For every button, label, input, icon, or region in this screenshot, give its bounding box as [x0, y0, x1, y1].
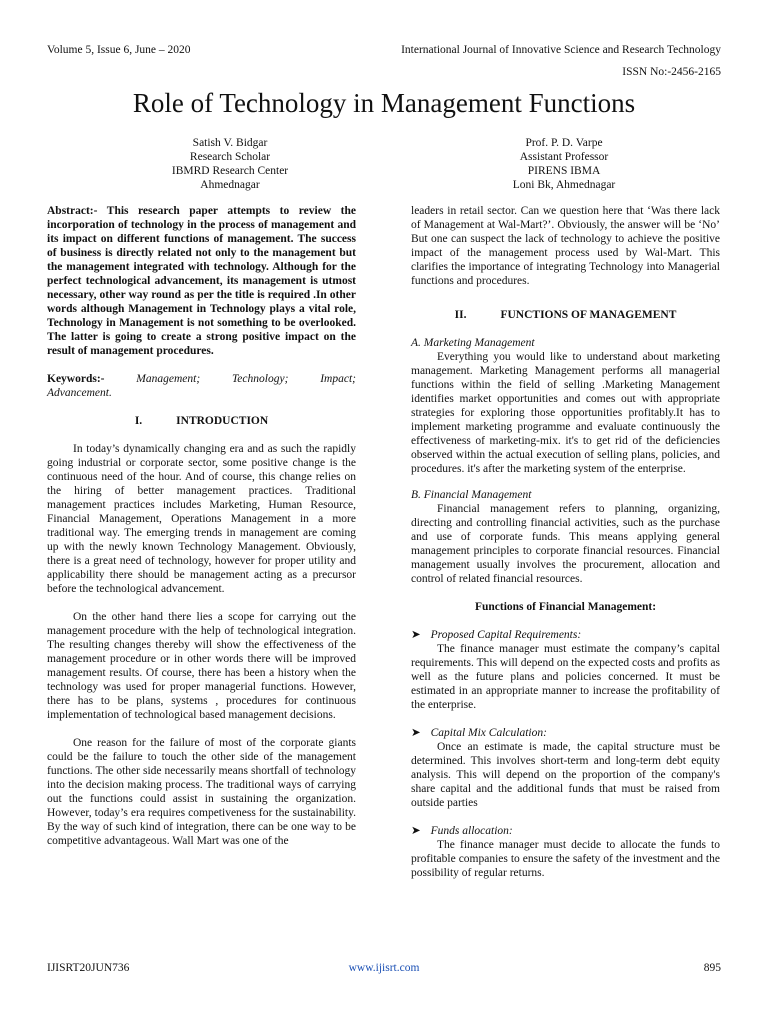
keyword: Impact; — [320, 373, 356, 385]
section-number: II. — [454, 309, 467, 321]
abstract-text: This research paper attempts to review the incorporation of technology in the process of management and its impact on different functions of management. The success of business is directly related not only to the management but the management integrated with technology. Although for the perfect technological advancement, its management is utmost necessary, other way round as per the title is required .In other words although Management in Technology plays a vital role, Technology in Management is not something to be overlooked. The latter is going to create a strong positive impact on the result of management procedures. — [47, 205, 356, 357]
keyword: Technology; — [231, 373, 289, 385]
section-heading-introduction — [47, 414, 356, 428]
author-org: PIRENS IBMA — [527, 165, 601, 177]
abstract-label: Abstract:- — [47, 205, 98, 217]
bullet-text: The finance manager must decide to allocate the funds to profitable companies to ensure the safety of the investment and the possibility of regular returns. — [411, 839, 720, 879]
left-column — [47, 204, 356, 848]
paper-title: Role of Technology in Management Functions — [132, 88, 636, 118]
section-number: I. — [134, 415, 143, 427]
intro-paragraph-3: One reason for the failure of most of the corporate giants could be the failure to touch the other side of the management functions. The other side necessarily means shortfall of technology into the decision making process. The traditional ways of carrying out the functions could assist in sustaining the organization. However, today’s era requires competiveness for the sustainability. By the way of such kind of integration, there can be one way to be competitive advantageous. Wall Mart was one of the — [47, 737, 356, 847]
author-name: Satish V. Bidgar — [192, 137, 268, 149]
bullet-title: Funds allocation: — [430, 825, 513, 837]
page-number: 895 — [703, 962, 721, 974]
keyword-last: Advancement. — [47, 387, 112, 399]
keyword: Management; — [136, 373, 201, 385]
arrow-bullet-icon: ➤ — [411, 727, 421, 739]
author-role: Research Scholar — [189, 151, 271, 163]
author-role: Assistant Professor — [519, 151, 609, 163]
volume-info: Volume 5, Issue 6, June – 2020 — [47, 44, 191, 56]
intro-paragraph-1: In today’s dynamically changing era and as such the rapidly going industrial or corporate sector, some positive change is the continuous need of the hour. And of course, this change relies on the hiring of better management practices. Traditional management practices includes Marketing, Human Resource, Financial Management, Operations Management in a more traditional way. The emerging trends in management are coming up with the newly known Technology Management. Obviously, there is a great need of technology, however for proper utility and applicability there should be management acting as a precursor before the technological advancement. — [47, 443, 356, 595]
bullet-text: The finance manager must estimate the company’s capital requirements. This will depend on the expected costs and profits as well as the future plans and policies concerned. It must be estimated in an appropriate manner to increase the profitability of the enterprise. — [411, 643, 720, 711]
paper-code: IJISRT20JUN736 — [47, 962, 130, 974]
subsection-financial: B. Financial Management — [411, 489, 532, 501]
author-block-2 — [444, 136, 684, 192]
bullet-text: Once an estimate is made, the capital structure must be determined. This involves short-term and long-term debt equity analysis. This will depend on the proportion of the company's share capital and the additional funds that must be raised from outside parties — [411, 741, 720, 809]
bullet-capital-mix — [411, 726, 720, 740]
keywords-label: Keywords:- — [47, 373, 105, 385]
subsection-marketing: A. Marketing Management — [411, 337, 535, 349]
section-heading-functions — [411, 308, 720, 322]
journal-name: International Journal of Innovative Science and Research Technology — [401, 44, 721, 56]
abstract — [47, 204, 356, 358]
bullet-funds-allocation — [411, 824, 720, 838]
section-title: FUNCTIONS OF MANAGEMENT — [500, 309, 677, 321]
journal-url-link[interactable]: www.ijisrt.com — [348, 962, 420, 974]
continued-paragraph: leaders in retail sector. Can we question here that ‘Was there lack of Management at Wal-Mart?’. Obviously, the answer will be ‘No’ But one can suspect the lack of technology to achieve the positive impact of the management process used by Wal-Mart. This clarifies the importance of integrating Technology into Managerial functions and procedures. — [411, 205, 720, 287]
financial-functions-heading: Functions of Financial Management: — [474, 601, 657, 613]
financial-paragraph: Financial management refers to planning, organizing, directing and controlling financial activities, such as the purchase and use of corporate funds. This means applying general management principles to corporate financial resources. Financial management usually involves the procurement, allocation and control of related financial resources. — [411, 503, 720, 585]
marketing-paragraph: Everything you would like to understand about marketing management. Marketing Management performs all managerial functions within the field of selling .Marketing Management identifies market opportunities and comes out with appropriate strategies for exploring those opportunities profitably.It has to implement marketing programme and evaluate continuously the effectiveness of marketing-mix. it's to get rid of the deficiencies observed within the actual execution of selling plans, policies, and procedures. it's after the marketing system of the enterprise. — [411, 351, 720, 475]
intro-paragraph-2: On the other hand there lies a scope for carrying out the management procedure with the help of technological integration. The resulting changes thereby will show the effectiveness of the management procedure or in other words there will be improved management results. Of course, there has been a history when the technology was used for proper managerial functions. However, there has to be plans, systems , procedures for continuous implementation of technological based management decisions. — [47, 611, 356, 721]
arrow-bullet-icon: ➤ — [411, 629, 421, 641]
right-column — [411, 204, 720, 880]
author-org: IBMRD Research Center — [171, 165, 289, 177]
section-title: INTRODUCTION — [176, 415, 269, 427]
bullet-capital-requirements — [411, 628, 720, 642]
bullet-title: Proposed Capital Requirements: — [430, 629, 582, 641]
arrow-bullet-icon: ➤ — [411, 825, 421, 837]
author-place: Loni Bk, Ahmednagar — [512, 179, 616, 191]
author-name: Prof. P. D. Varpe — [525, 137, 603, 149]
issn: ISSN No:-2456-2165 — [622, 66, 721, 78]
author-block-1 — [110, 136, 350, 192]
bullet-title: Capital Mix Calculation: — [430, 727, 547, 739]
keywords — [47, 372, 356, 386]
author-place: Ahmednagar — [200, 179, 260, 191]
